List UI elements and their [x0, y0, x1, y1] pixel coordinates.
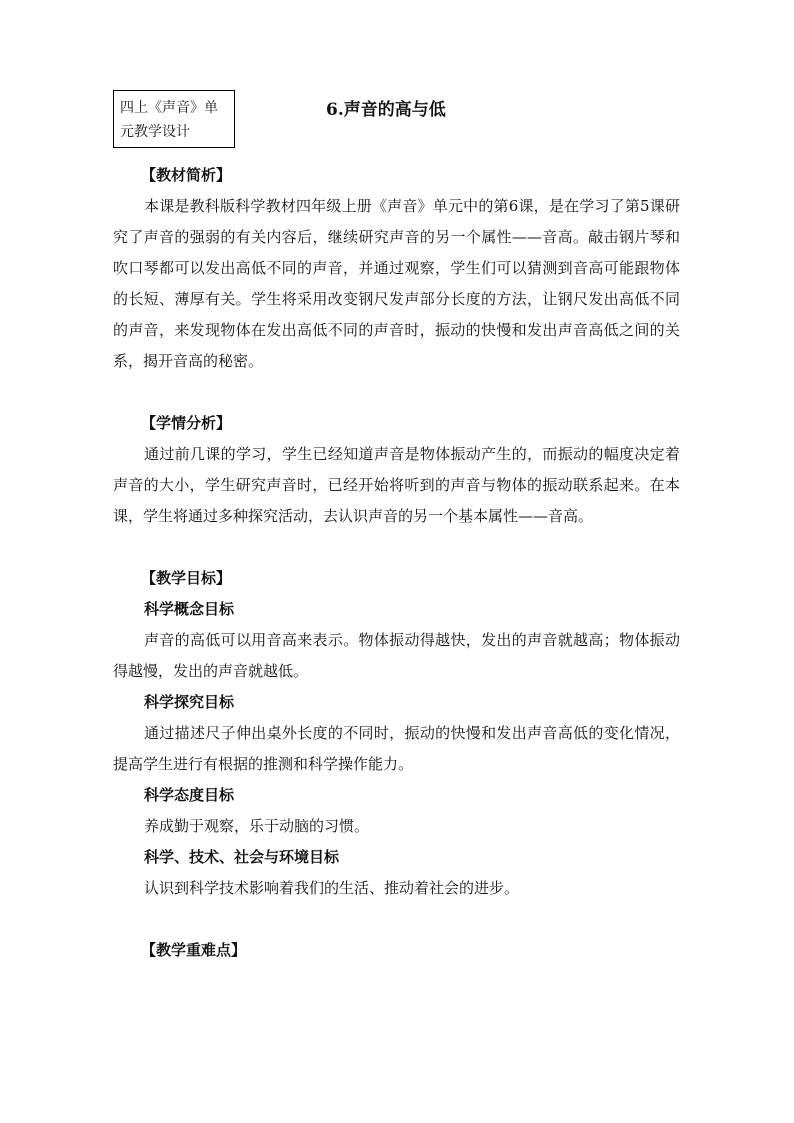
section-heading-key-points: 【教学重难点】 — [141, 941, 247, 959]
student-analysis-paragraph: 通过前几课的学习，学生已经知道声音是物体振动产生的，而振动的幅度决定着声音的大小，学生研究声音时，已经开始将听到的声音与物体的振动联系起来。在本课，学生将通过多种探究活动，去认识声音的另一个基本属性——音高。 — [113, 445, 680, 525]
section-heading-students: 【学情分析】 — [141, 414, 232, 432]
concept-goal-heading: 科学概念目标 — [144, 600, 235, 618]
unit-label-line-2: 元教学设计 — [120, 124, 190, 140]
section-spacer — [113, 904, 680, 935]
textbook-analysis-paragraph: 本课是教科版科学教材四年级上册《声音》单元中的第6课，是在学习了第5课研究了声音的强弱的有关内容后，继续研究声音的另一个属性——音高。敲击钢片琴和吹口琴都可以发出高低不同的声音，并通过观察，学生们可以猜测到音高可能跟物体的长短、薄厚有关。学生将采用改变钢尺发声部分长度的方法，让钢尺发出高低不同的声音，来发现物体在发出高低不同的声音时，振动的快慢和发出声音高低之间的关系，揭开音高的秘密。 — [113, 197, 680, 370]
lesson-title: 6.声音的高与低 — [326, 100, 446, 120]
unit-label-line-1: 四上《声音》单 — [120, 100, 218, 116]
unit-label-box — [113, 90, 235, 148]
section-spacer — [113, 377, 680, 408]
inquiry-goal-text: 通过描述尺子伸出桌外长度的不同时，振动的快慢和发出声音高低的变化情况，提高学生进行有根据的推测和科学操作能力。 — [113, 724, 680, 773]
document-body — [113, 160, 680, 966]
concept-goal-text: 声音的高低可以用音高来表示。物体振动得越快，发出的声音就越高；物体振动得越慢，发出的声音就越低。 — [113, 631, 680, 680]
stse-goal-text: 认识到科学技术影响着我们的生活、推动着社会的进步。 — [144, 879, 520, 897]
section-heading-textbook: 【教材简析】 — [141, 166, 232, 184]
section-spacer — [113, 532, 680, 563]
stse-goal-heading: 科学、技术、社会与环境目标 — [144, 848, 340, 866]
attitude-goal-heading: 科学态度目标 — [144, 786, 235, 804]
section-heading-goals: 【教学目标】 — [141, 569, 232, 587]
attitude-goal-text: 养成勤于观察，乐于动脑的习惯。 — [144, 817, 370, 835]
inquiry-goal-heading: 科学探究目标 — [144, 693, 235, 711]
